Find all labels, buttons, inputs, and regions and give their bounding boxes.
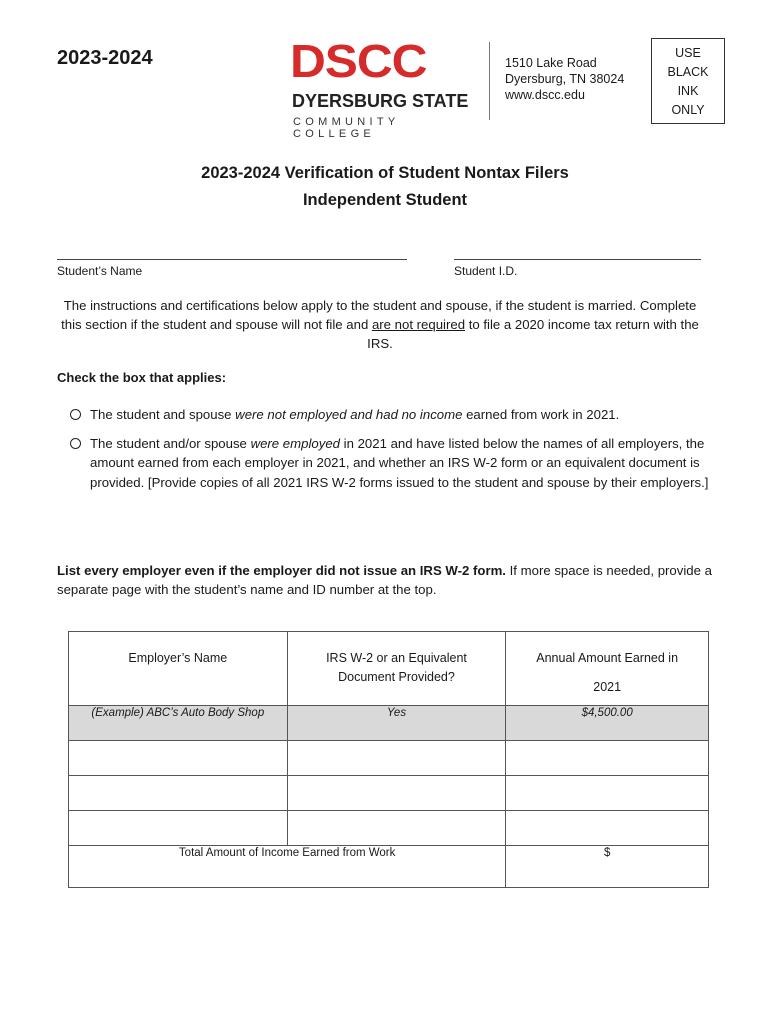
employer-list-note: [57, 561, 717, 599]
w2-provided-cell[interactable]: [287, 776, 506, 811]
header-divider: [489, 42, 490, 120]
student-name-field[interactable]: [57, 259, 407, 260]
w2-provided-cell[interactable]: [287, 811, 506, 846]
form-year: 2023-2024: [57, 47, 153, 69]
header-w2-provided: [287, 632, 506, 706]
option-1-radio[interactable]: [70, 409, 81, 420]
employer-table: [68, 631, 709, 888]
option-1-part-c: earned from work in 2021.: [462, 407, 620, 422]
address-city: Dyersburg, TN 38024: [505, 72, 625, 86]
list-note-bold: List every employer even if the employer did not issue an IRS W-2 form.: [57, 563, 506, 578]
address-street: 1510 Lake Road: [505, 56, 597, 70]
employer-name-cell[interactable]: [69, 741, 288, 776]
total-income-value[interactable]: $: [506, 846, 709, 888]
option-1-part-b: were not employed and had no income: [235, 407, 463, 422]
example-amount: $4,500.00: [506, 706, 709, 741]
example-provided: Yes: [287, 706, 506, 741]
table-total-row: [69, 846, 709, 888]
ink-word-4: ONLY: [671, 103, 705, 117]
ink-word-3: INK: [677, 84, 699, 98]
title-line-1: 2023-2024 Verification of Student Nontax Filers: [201, 164, 569, 182]
amount-cell[interactable]: [506, 811, 709, 846]
option-2-part-c: in 2021 and have listed below the names of all employers, the amount earned from each employer in 2021, and whether an IRS W-2 form or an equivalent document is provided. [Provide copies of all 2021 IRS W-2 forms issued to the student and spouse by their employers.]: [90, 436, 709, 490]
instructions-part-2: to file a 2020 income tax return with the IRS.: [367, 317, 699, 351]
option-2-part-a: The student and/or spouse: [90, 436, 251, 451]
header-w2-line-1: IRS W-2 or an Equivalent: [326, 651, 467, 665]
check-box-heading: Check the box that applies:: [57, 370, 227, 385]
student-id-label: Student I.D.: [454, 264, 518, 278]
header-w2-line-2: Document Provided?: [338, 670, 455, 684]
option-1-part-a: The student and spouse: [90, 407, 236, 422]
option-1-text: [90, 405, 720, 424]
header-employer-name: Employer’s Name: [69, 632, 288, 706]
employer-name-cell[interactable]: [69, 811, 288, 846]
college-address: [505, 55, 624, 103]
logo-line-1: DYERSBURG STATE: [292, 91, 469, 111]
black-ink-notice: [651, 38, 725, 124]
header-amount-line-1: Annual Amount Earned in: [536, 651, 679, 665]
address-website: www.dscc.edu: [505, 88, 585, 102]
amount-cell[interactable]: [506, 776, 709, 811]
option-2-radio[interactable]: [70, 438, 81, 449]
table-example-row: [69, 706, 709, 741]
w2-provided-cell[interactable]: [287, 741, 506, 776]
header-amount-line-2: 2021: [593, 680, 622, 694]
form-title: [0, 160, 770, 214]
student-id-field[interactable]: [454, 259, 701, 260]
student-name-label: Student’s Name: [57, 264, 143, 278]
list-note-rest: If more space is needed, provide a separate page with the student’s name and ID number at the top.: [57, 563, 712, 597]
example-employer-name: (Example) ABC’s Auto Body Shop: [69, 706, 288, 741]
table-row: [69, 811, 709, 846]
ink-word-1: USE: [675, 46, 701, 60]
table-row: [69, 776, 709, 811]
logo-wordmark: DSCC: [290, 35, 427, 87]
instructions-part-1: The instructions and certifications below apply to the student and spouse, if the student is married. Complete this section if the student and spouse will not file and: [61, 298, 697, 332]
instructions-paragraph: [55, 296, 705, 353]
ink-word-2: BLACK: [667, 65, 709, 79]
total-income-label: Total Amount of Income Earned from Work: [69, 846, 506, 888]
table-row: [69, 741, 709, 776]
table-header-row: [69, 632, 709, 706]
logo-line-2: COMMUNITY COLLEGE: [293, 116, 400, 140]
title-line-2: Independent Student: [302, 191, 468, 209]
dscc-logo: [290, 35, 470, 140]
option-2-text: [90, 434, 720, 492]
employer-name-cell[interactable]: [69, 776, 288, 811]
option-2-part-b: were employed: [250, 436, 340, 451]
header-annual-amount: [506, 632, 709, 706]
amount-cell[interactable]: [506, 741, 709, 776]
instructions-underlined: are not required: [371, 317, 466, 332]
